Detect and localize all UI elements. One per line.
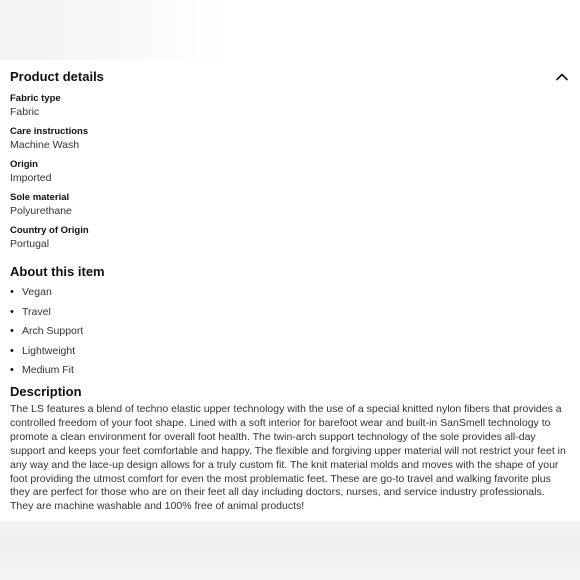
detail-origin: [10, 158, 570, 185]
product-details-header[interactable]: [10, 66, 570, 88]
list-item: • Vegan: [10, 285, 570, 299]
list-item: • Travel: [10, 305, 570, 319]
detail-value: Polyurethane: [10, 205, 72, 217]
list-item: • Arch Support: [10, 324, 570, 338]
product-details-list: [10, 92, 570, 251]
about-section: [10, 263, 570, 377]
list-item: • Lightweight: [10, 344, 570, 358]
detail-value: Fabric: [10, 106, 40, 118]
description-section: [10, 383, 570, 514]
detail-fabric-type: [10, 92, 570, 119]
detail-value: Portugal: [10, 238, 50, 250]
detail-label: Origin: [10, 159, 38, 170]
detail-value: Imported: [10, 172, 52, 184]
top-blurred-region: [0, 0, 580, 60]
description-text: The LS features a blend of techno elastic upper technology with the use of a special knitted nylon fibers that provides a controlled freedom of your foot shape. Lined with a soft interior for barefoot wear and built-in SanSmell technology to promote a clean environment for overall foot health. The twin-arch support technology of the sole provides all-day support and keeps your feet comfortable and happy. The flexible and forgiving upper material will not restrict your feet in any way and the lace-up design allows for a truly custom fit. The knit material molds and moves with the shape of your foot providing the utmost comfort for even the most problematic feet. These are go-to travel and walking favorite plus they are perfect for those who are on their feet all day including doctors, nurses, and service industry professionals. They are machine washable and 100% free of animal products!: [10, 403, 566, 513]
detail-country-of-origin: [10, 224, 570, 251]
detail-care-instructions: [10, 125, 570, 152]
feature-bullet-list: [10, 285, 570, 377]
detail-label: Sole material: [10, 192, 70, 203]
detail-value: Machine Wash: [10, 139, 80, 151]
detail-sole-material: [10, 191, 570, 218]
chevron-up-icon[interactable]: [554, 69, 570, 85]
product-info-panel: [10, 66, 570, 514]
bottom-blurred-region: [0, 521, 580, 580]
detail-label: Fabric type: [10, 93, 61, 104]
detail-label: Care instructions: [10, 126, 89, 137]
description-title: Description: [10, 384, 82, 399]
detail-label: Country of Origin: [10, 225, 89, 236]
about-title: About this item: [10, 264, 105, 279]
product-details-title: Product details: [10, 69, 104, 84]
list-item: • Medium Fit: [10, 363, 570, 377]
